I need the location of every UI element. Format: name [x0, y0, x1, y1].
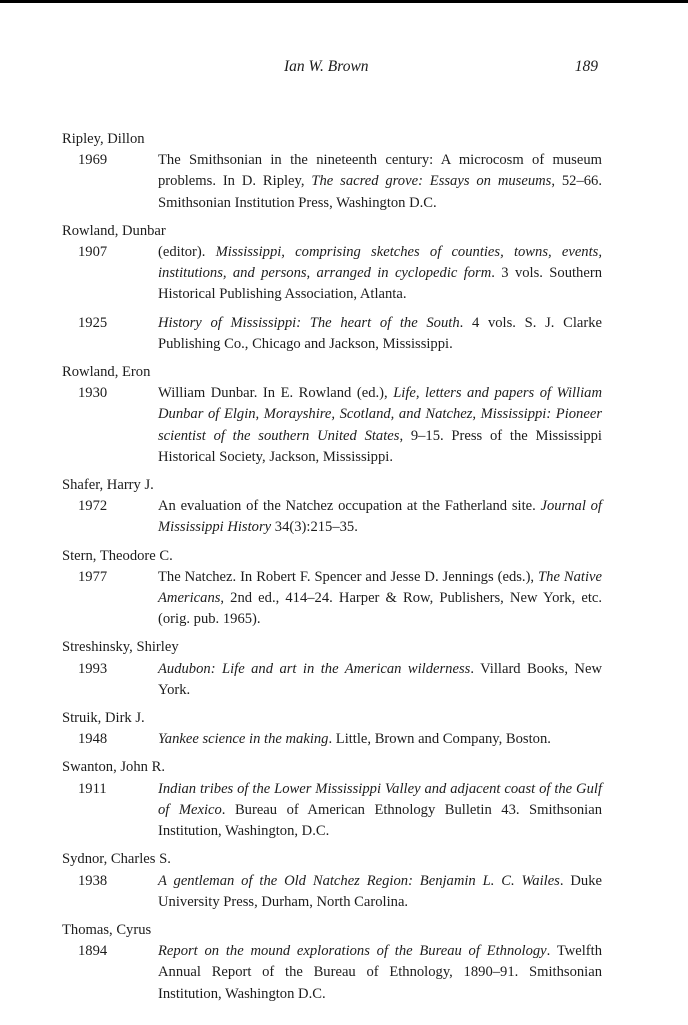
- citation-segment: . Little, Brown and Company, Boston.: [328, 731, 551, 748]
- citation-segment: , 9–15. Press of the Mississippi Historical Society, Jackson, Mississippi.: [158, 427, 602, 465]
- page-number: 189: [574, 58, 598, 75]
- top-rule: [0, 0, 688, 3]
- citation-text: [158, 567, 602, 631]
- author-name: Struik, Dirk J.: [62, 710, 145, 727]
- reference-entry: [62, 920, 602, 1005]
- reference-work: [62, 242, 602, 306]
- citation-segment: . Bureau of American Ethnology Bulletin 43. Smithsonian Institution, Washington, D.C.: [158, 801, 602, 840]
- publication-year: 1894: [78, 943, 108, 960]
- reference-work: [62, 383, 602, 468]
- citation-segment: An evaluation of the Natchez occupation at the Fatherland site.: [158, 498, 541, 515]
- author-name: Stern, Theodore C.: [62, 547, 173, 564]
- author-name: Thomas, Cyrus: [62, 921, 152, 938]
- citation-title: Yankee science in the making: [158, 731, 329, 748]
- reference-work: [62, 941, 602, 1005]
- citation-title: Audubon: Life and art in the American wilderness: [158, 660, 471, 677]
- publication-year: 1969: [78, 152, 108, 169]
- citation-text: [158, 659, 602, 701]
- author-name: Streshinsky, Shirley: [62, 639, 179, 656]
- publication-year: 1977: [78, 568, 108, 585]
- publication-year: 1948: [78, 731, 108, 748]
- citation-text: [158, 150, 602, 214]
- citation-segment: (editor).: [158, 244, 216, 261]
- citation-text: [158, 871, 602, 913]
- reference-entry: [62, 221, 602, 355]
- citation-title: The sacred grove: Essays on museums: [311, 173, 552, 190]
- author-name: Shafer, Harry J.: [62, 477, 154, 494]
- citation-title: Journal of Mississippi History: [158, 498, 602, 536]
- citation-title: Indian tribes of the Lower Mississippi Valley and adjacent coast of the Gulf of Mexico: [158, 780, 602, 818]
- citation-title: A gentleman of the Old Natchez Region: Benjamin L. C. Wailes: [158, 872, 560, 889]
- reference-work: [62, 871, 602, 913]
- reference-entry: [62, 475, 602, 539]
- publication-year: 1911: [78, 780, 107, 797]
- running-head-author: Ian W. Brown: [284, 58, 369, 75]
- citation-segment: . 4 vols. S. J. Clarke Publishing Co., Chicago and Jackson, Mississippi.: [158, 314, 603, 352]
- citation-title: History of Mississippi: The heart of the South: [158, 314, 460, 331]
- publication-year: 1930: [78, 385, 108, 402]
- reference-entry: [62, 849, 602, 913]
- reference-work: [62, 496, 602, 538]
- publication-year: 1993: [78, 660, 108, 677]
- reference-work: [62, 150, 602, 214]
- author-name: Rowland, Dunbar: [62, 222, 166, 239]
- reference-work: [62, 313, 602, 355]
- reference-entry: [62, 546, 602, 631]
- citation-segment: 34(3):215–35.: [271, 519, 358, 536]
- running-header: [0, 58, 688, 82]
- reference-entry: [62, 708, 602, 750]
- citation-text: [158, 941, 602, 1005]
- citation-text: [158, 779, 602, 843]
- citation-segment: William Dunbar. In E. Rowland (ed.),: [158, 385, 394, 402]
- reference-work: [62, 567, 602, 631]
- citation-segment: . Villard Books, New York.: [158, 660, 602, 698]
- reference-entry: [62, 129, 602, 214]
- citation-title: The Native Americans: [158, 568, 602, 607]
- publication-year: 1972: [78, 498, 108, 515]
- author-name: Ripley, Dillon: [62, 131, 145, 147]
- citation-segment: . Twelfth Annual Report of the Bureau of Ethnology, 1890–91. Smithsonian Institution, Washington D.C.: [158, 943, 602, 1002]
- publication-year: 1925: [78, 314, 108, 331]
- citation-title: Report on the mound explorations of the Bureau of Ethnology: [158, 943, 547, 960]
- author-name: Swanton, John R.: [62, 759, 165, 776]
- publication-year: 1938: [78, 872, 108, 889]
- citation-title: Mississippi, comprising sketches of counties, towns, events, institutions, and persons, arranged in cyclopedic form: [158, 244, 602, 282]
- reference-work: [62, 659, 602, 701]
- citation-segment: The Smithsonian in the nineteenth century: A microcosm of museum problems. In D. Ripley,: [158, 152, 602, 190]
- reference-entry: [62, 757, 602, 842]
- citation-text: [158, 729, 602, 750]
- publication-year: 1907: [78, 244, 108, 261]
- citation-segment: . Duke University Press, Durham, North Carolina.: [158, 872, 602, 910]
- citation-segment: , 2nd ed., 414–24. Harper & Row, Publishers, New York, etc. (orig. pub. 1965).: [158, 590, 602, 628]
- citation-text: [158, 242, 602, 306]
- reference-work: [62, 779, 602, 843]
- citation-segment: The Natchez. In Robert F. Spencer and Jesse D. Jennings (eds.),: [158, 568, 539, 585]
- reference-entry: [62, 637, 602, 701]
- citation-title: Life, letters and papers of William Dunbar of Elgin, Morayshire, Scotland, and Natchez, Mississippi: Pioneer scientist of the southern United States: [158, 385, 602, 444]
- citation-segment: , 52–66. Smithsonian Institution Press, Washington D.C.: [158, 173, 603, 211]
- author-name: Rowland, Eron: [62, 364, 151, 381]
- citation-segment: . 3 vols. Southern Historical Publishing Association, Atlanta.: [158, 265, 602, 303]
- citation-text: [158, 313, 602, 355]
- author-name: Sydnor, Charles S.: [62, 851, 171, 868]
- reference-work: [62, 729, 602, 750]
- reference-list: [62, 129, 602, 1012]
- citation-text: [158, 496, 602, 538]
- reference-entry: [62, 362, 602, 468]
- citation-text: [158, 383, 602, 468]
